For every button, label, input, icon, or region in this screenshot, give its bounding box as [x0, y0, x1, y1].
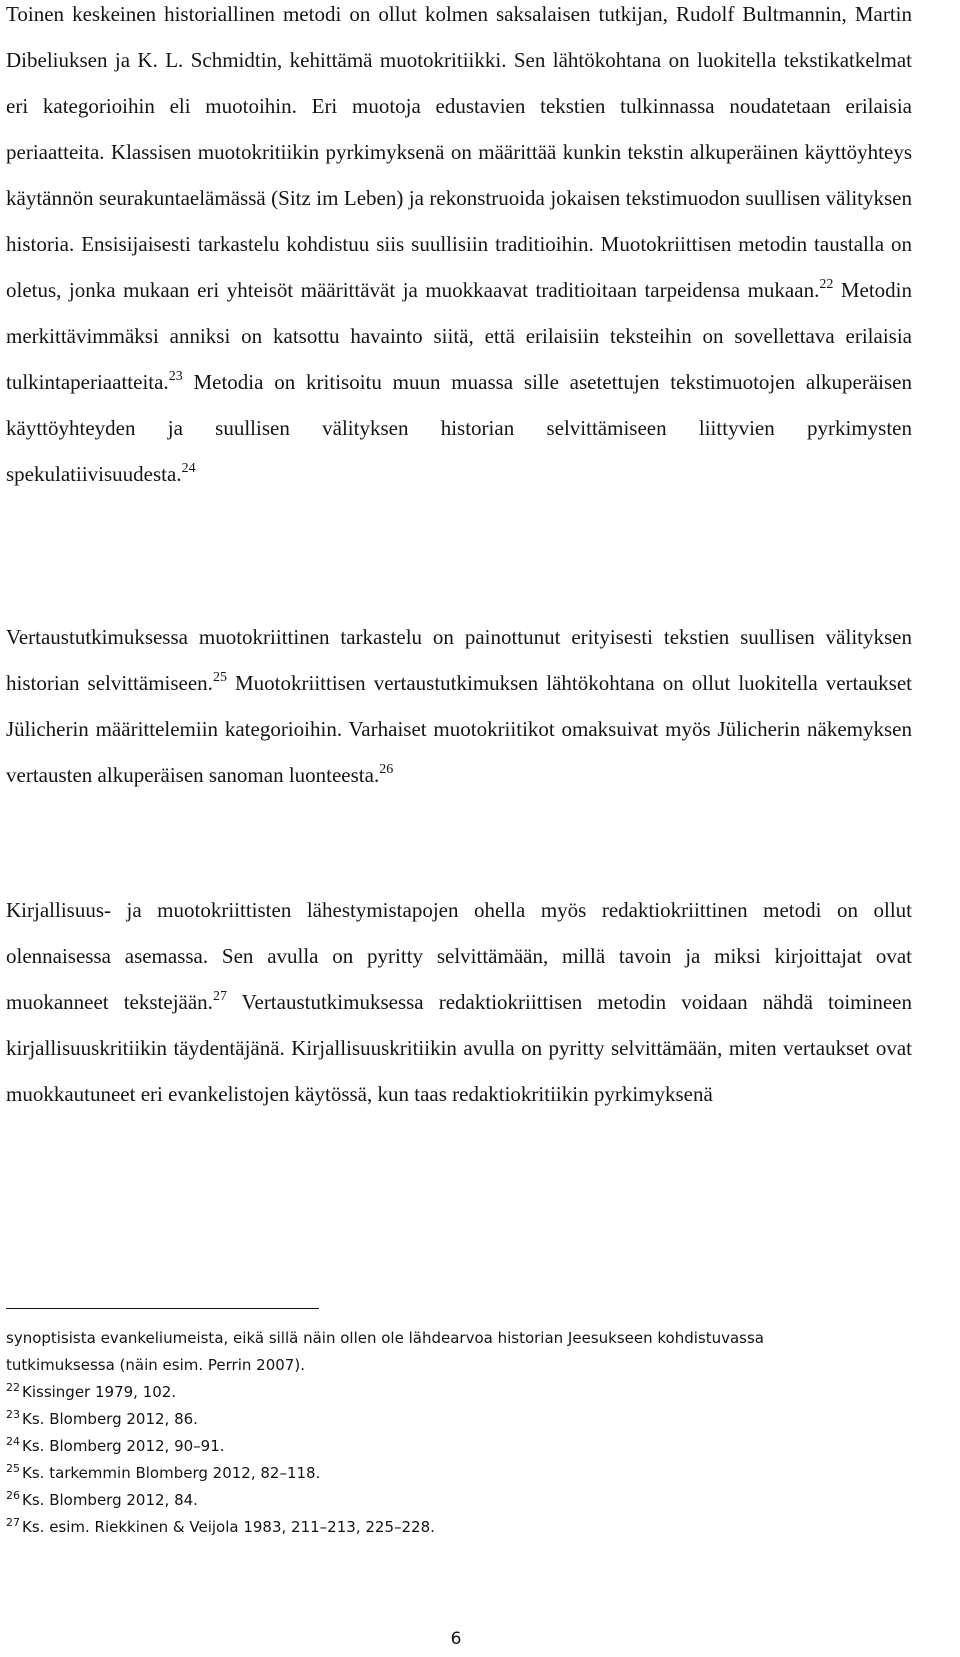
footnote-24 [6, 1433, 912, 1460]
paragraph-text: Kirjallisuus- ja muotokriittisten lähestymistapojen ohella myös redaktiokriittinen metodi on ollut olennaisessa asemassa. Sen avulla on pyritty selvittämään, millä tavoin ja miksi kirjoittajat ovat muokanneet tekstejään. [6, 898, 912, 1014]
paragraph-text: Vertaustutkimuksessa redaktiokriittisen metodin voidaan nähdä toimineen kirjallisuuskritiikin täydentäjänä. Kirjallisuuskritiikin avulla on pyritty selvittämään, miten vertaukset ovat muokkautuneet eri evankelistojen käytössä, kun taas redaktiokritiikin pyrkimyksenä [6, 990, 912, 1106]
footnotes-section [6, 1325, 912, 1541]
footnote-number: 23 [6, 1408, 20, 1421]
footnote-continuation-line: tutkimuksessa (näin esim. Perrin 2007). [6, 1356, 305, 1374]
footnote-text: Ks. Blomberg 2012, 90–91. [22, 1437, 225, 1455]
footnote-26 [6, 1487, 912, 1514]
footnote-ref[interactable]: 25 [212, 670, 227, 685]
body-paragraph [6, 887, 912, 1117]
footnote-number: 26 [6, 1489, 20, 1502]
footnote-text: Ks. tarkemmin Blomberg 2012, 82–118. [22, 1464, 321, 1482]
paragraph-text: Toinen keskeinen historiallinen metodi on ollut kolmen saksalaisen tutkijan, Rudolf Bultmannin, Martin Dibeliuksen ja K. L. Schmidtin, kehittämä muotokritiikki. Sen lähtökohtana on luokitella tekstikatkelmat eri kategorioihin eli muotoihin. Eri muotoja edustavien tekstien tulkinnassa noudatetaan erilaisia periaatteita. Klassisen muotokritiikin pyrkimyksenä on määrittää kunkin tekstin alkuperäinen käyttöyhteys käytännön seurakuntaelämässä (Sitz im Leben) ja rekonstruoida jokaisen tekstimuodon suullisen välityksen historia. Ensisijaisesti tarkastelu kohdistuu siis suullisiin traditioihin. Muotokriittisen metodin taustalla on oletus, jonka mukaan eri yhteisöt määrittävät ja muokkaavat traditioitaan tarpeidensa mukaan. [6, 2, 912, 302]
paragraph-text: Metodin merkittävimmäksi anniksi on katsottu havainto siitä, että erilaisiin teksteihin on sovellettava erilaisia tulkintaperiaatteita. [6, 278, 912, 394]
footnote-number: 24 [6, 1435, 20, 1448]
page-number: 6 [450, 1629, 462, 1649]
footnote-23 [6, 1406, 912, 1433]
paragraph-text: Vertaustutkimuksessa muotokriittinen tarkastelu on painottunut erityisesti tekstien suullisen välityksen historian selvittämiseen. [6, 625, 912, 695]
footnote-ref[interactable]: 26 [379, 762, 394, 777]
footnote-number: 25 [6, 1462, 20, 1475]
footnote-number: 27 [6, 1516, 20, 1529]
footnote-text: Ks. esim. Riekkinen & Veijola 1983, 211–213, 225–228. [22, 1518, 435, 1536]
footnote-text: Ks. Blomberg 2012, 84. [22, 1491, 198, 1509]
body-paragraph [6, 0, 912, 497]
footnote-ref[interactable]: 27 [212, 989, 227, 1004]
footnote-text: Kissinger 1979, 102. [22, 1383, 177, 1401]
footnote-continuation-line: synoptisista evankeliumeista, eikä sillä näin ollen ole lähdearvoa historian Jeesukseen kohdistuvassa [6, 1329, 764, 1347]
footnote-text: Ks. Blomberg 2012, 86. [22, 1410, 198, 1428]
footnote-25 [6, 1460, 912, 1487]
paragraph-text: Metodia on kritisoitu muun muassa sille asetettujen tekstimuotojen alkuperäisen käyttöyhteyden ja suullisen välityksen historian selvittämiseen liittyvien pyrkimysten spekulatiivisuudesta. [6, 370, 912, 486]
footnote-22 [6, 1379, 912, 1406]
footnote-ref[interactable]: 24 [181, 461, 196, 476]
footnote-27 [6, 1514, 912, 1541]
footnote-number: 22 [6, 1381, 20, 1394]
body-paragraph [6, 614, 912, 798]
footnote-ref[interactable]: 22 [819, 277, 834, 292]
footnote-separator [6, 1308, 319, 1309]
footnote-ref[interactable]: 23 [168, 369, 183, 384]
paragraph-text: Muotokriittisen vertaustutkimuksen lähtökohtana on ollut luokitella vertaukset Jülicherin määrittelemiin kategorioihin. Varhaiset muotokriitikot omaksuivat myös Jülicherin näkemyksen vertausten alkuperäisen sanoman luonteesta. [6, 671, 913, 787]
